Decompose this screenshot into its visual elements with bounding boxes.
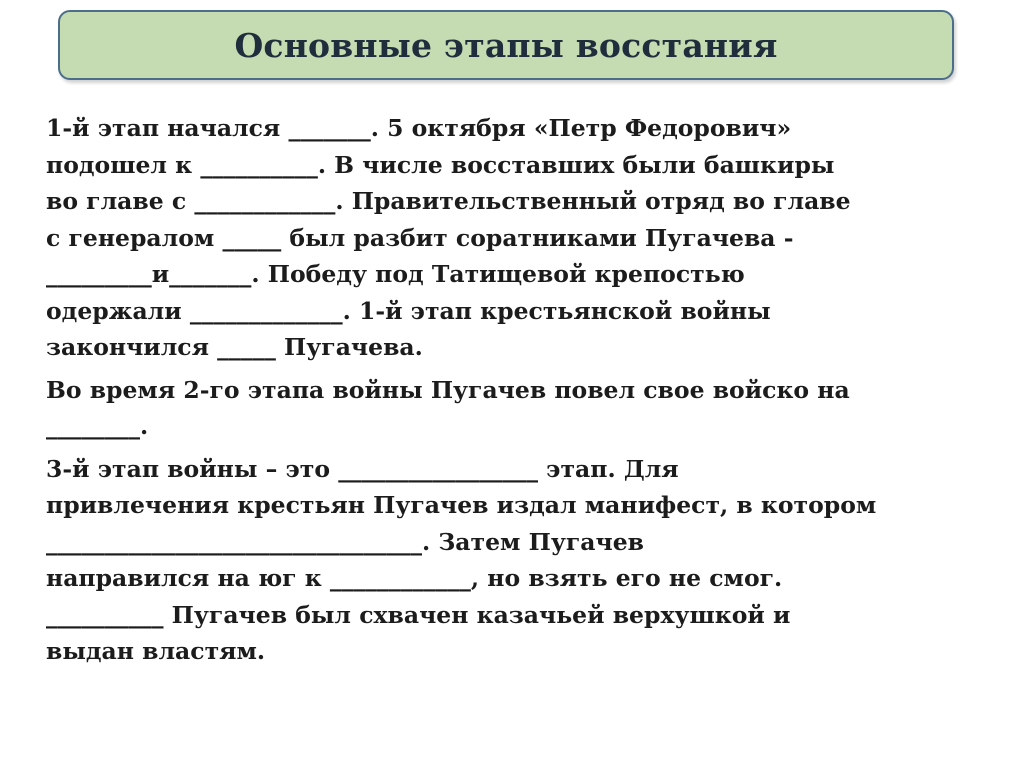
slide-title: Основные этапы восстания [234, 25, 778, 65]
text-line: __________ Пугачев был схвачен казачьей верхушкой и [46, 600, 791, 629]
paragraph-stage-3 [46, 451, 996, 670]
title-box [58, 10, 954, 80]
text-line: выдан властям. [46, 637, 266, 665]
text-line: с генералом _____ был разбит соратниками Пугачева - [46, 223, 794, 252]
text-line: во главе с ____________. Правительственный отряд во главе [46, 187, 851, 215]
text-line: ________________________________. Затем Пугачев [46, 527, 644, 556]
text-line: 1-й этап начался _______. 5 октября «Петр Федорович» [46, 114, 792, 142]
text-line: 3-й этап войны – это _________________ этап. Для [46, 454, 679, 483]
text-line: Во время 2-го этапа войны Пугачев повел свое войско на [46, 375, 850, 404]
text-line: ________. [46, 412, 149, 440]
paragraph-stage-2 [46, 372, 996, 445]
text-line: _________и_______. Победу под Татищевой крепостью [46, 260, 745, 288]
paragraph-stage-1 [46, 110, 996, 366]
text-line: одержали _____________. 1-й этап крестьянской войны [46, 296, 771, 325]
slide-body [46, 110, 996, 670]
text-line: подошел к __________. В числе восставших были башкиры [46, 150, 835, 179]
text-line: привлечения крестьян Пугачев издал манифест, в котором [46, 491, 877, 519]
text-line: направился на юг к ____________, но взять его не смог. [46, 564, 783, 592]
text-line: закончился _____ Пугачева. [46, 333, 423, 361]
